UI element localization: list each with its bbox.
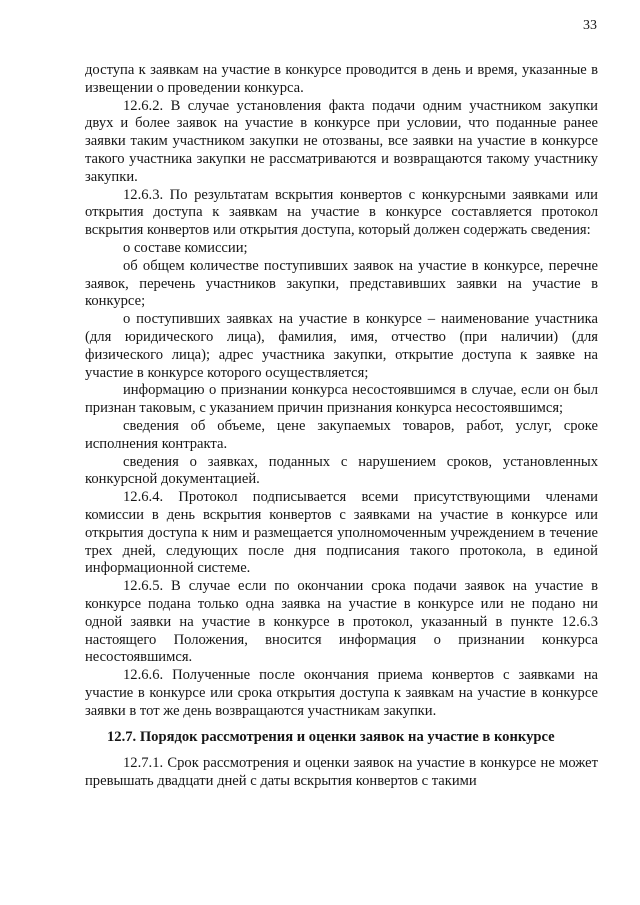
list-item-volume-price: сведения об объеме, цене закупаемых товаров, работ, услуг, сроке исполнения контракта. [85, 417, 598, 452]
paragraph-12-6-4: 12.6.4. Протокол подписывается всеми присутствующими членами комиссии в день вскрытия конвертов с заявками на участие в конкурсе или открытия доступа к ним и размещается уполномоченным учреждением в течение трех дней, следующих после дня подписания такого протокола, в единой информационной системе. [85, 489, 598, 577]
paragraph-12-7-1: 12.7.1. Срок рассмотрения и оценки заявок на участие в конкурсе не может превышать двадцати дней с даты вскрытия конвертов с такими [85, 755, 598, 790]
list-item-commission: о составе комиссии; [123, 239, 248, 256]
section-heading-12-7: 12.7. Порядок рассмотрения и оценки заявок на участие в конкурсе [107, 729, 555, 746]
list-item-failed-tender: информацию о признании конкурса несостоявшимся в случае, если он был признан таковым, с указанием причин признания конкурса несостоявшимся; [85, 382, 598, 417]
document-body [85, 62, 598, 791]
paragraph-12-6-3: 12.6.3. По результатам вскрытия конвертов с конкурсными заявками или открытия доступа к заявкам на участие в конкурсе составляется протокол вскрытия конвертов или открытия доступа, который должен содержать сведения: [85, 186, 598, 239]
paragraph-12-6-6: 12.6.6. Полученные после окончания приема конвертов с заявками на участие в конкурсе или срока открытия доступа к заявкам на участие в конкурсе заявки в тот же день возвращаются участникам закупки. [85, 667, 598, 719]
paragraph-12-6-5: 12.6.5. В случае если по окончании срока подачи заявок на участие в конкурсе подана только одна заявка на участие в конкурсе или не подано ни одной заявки на участие в конкурсе в протокол, указанный в пункте 12.6.3 настоящего Положения, вносится информация о признании конкурса несостоявшимся. [85, 578, 598, 666]
list-item-late-applications: сведения о заявках, поданных с нарушением сроков, установленных конкурсной документацией. [85, 453, 598, 488]
paragraph-continuation: доступа к заявкам на участие в конкурсе проводится в день и время, указанные в извещении о проведении конкурса. [85, 62, 598, 96]
list-item-total-applications: об общем количестве поступивших заявок на участие в конкурсе, перечне заявок, перечень участников закупки, представивших заявки на участие в конкурсе; [85, 257, 598, 310]
list-item-received-applications: о поступивших заявках на участие в конкурсе – наименование участника (для юридического лица), фамилия, имя, отчество (при наличии) (для физического лица); адрес участника закупки, открытие доступа к заявке на участие в конкурсе которого осуществляется; [85, 311, 598, 381]
page-number: 33 [583, 18, 597, 33]
paragraph-12-6-2: 12.6.2. В случае установления факта подачи одним участником закупки двух и более заявок на участие в конкурсе при условии, что поданные ранее заявки таким участником закупки не отозваны, все заявки на участие в конкурсе такого участника закупки не рассматриваются и возвращаются такому участнику закупки. [85, 97, 598, 185]
